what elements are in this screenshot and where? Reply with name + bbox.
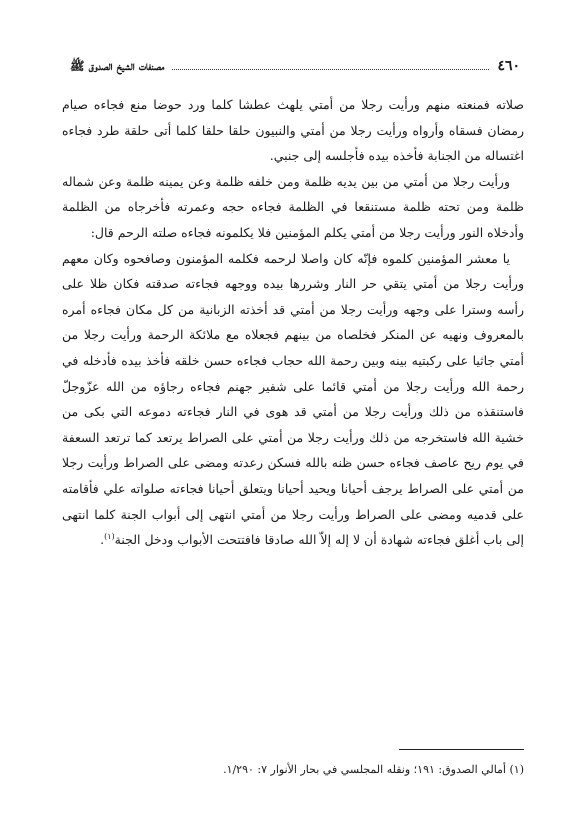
page-number: ٤٦٠ (497, 58, 520, 74)
paragraph-2: ورأيت رجلا من أمتي من بين يديه ظلمة ومن خلفه ظلمة وعن يمينه ظلمة وعن شماله ظلمة ومن تحته ظلمة مستنقعا في الظلمة فجاءه حجه وعمرته فأخرجاه من الظلمة وأدخلاه النور ورأيت رجلا من أمتي يكلم المؤمنين فلا يكلمونه فجاءه صلته الرحم قال: (62, 173, 524, 240)
footnote-reference[interactable]: (١) (104, 531, 115, 541)
page-header (70, 58, 520, 82)
running-title: مصنفات الشيخ الصدوق ﷺ (70, 59, 165, 73)
footnote-divider (399, 749, 524, 750)
paragraph-3: يا معشر المؤمنين كلموه فإنّه كان واصلا لرحمه فكلمه المؤمنون وصافحوه وكان معهم ورأيت رجلا من أمتي يتقي حر النار وشررها بيده ووجهه فجاءته صدقته فكان ظلا على رأسه وسترا على وجهه ورأيت رجلا من أمتي قد أخذته الزبانية من كل مكان فجاءه أمره بالمعروف ونهيه عن المنكر فخلصاه من بينهم فجعلاه مع ملائكة الرحمة ورأيت رجلا من أمتي جاثيا على ركبتيه بينه وبين رحمة الله حجاب فجاءه حسن خلقه فأخذ بيده فأدخله في رحمة الله ورأيت رجلا من أمتي قائما على شفير جهنم فجاءه رجاؤه من الله عزّوجلّ فاستنقذه من ذلك ورأيت رجلا من أمتي قد هوى في النار فجاءته دموعه التي بكى من خشية الله فاستخرجه من ذلك ورأيت رجلا من أمتي على الصراط يرتعد كما ترتعد السعفة في يوم ريح عاصف فجاءه حسن ظنه بالله فسكن رعدته ومضى على الصراط ورأيت رجلا من أمتي على الصراط يرجف أحيانا ويحيد أحيانا ويتعلق أحيانا فجاءته صلواته علي فأقامته على قدميه ومضى على الصراط ورأيت رجلا من أمتي انتهى إلى أبواب الجنة كلما انتهى إلى باب أغلق فجاءته شهادة أن لا إله إلاّ الله صادقا فافتتحت الأبواب ودخل الجنة$^{(١)}$. (62, 250, 524, 548)
paragraph-3-text: يا معشر المؤمنين كلموه فإنّه كان واصلا لرحمه فكلمه المؤمنون وصافحوه وكان معهم ورأيت رجلا من أمتي يتقي حر النار وشررها بيده ووجهه فجاءته صدقته فكان ظلا على رأسه وسترا على وجهه ورأيت رجلا من أمتي قد أخذته الزبانية من كل مكان فجاءه أمره بالمعروف ونهيه عن المنكر فخلصاه من بينهم فجعلاه مع ملائكة الرحمة ورأيت رجلا من أمتي جاثيا على ركبتيه بينه وبين رحمة الله حجاب فجاءه حسن خلقه فأخذ بيده فأدخله في رحمة الله ورأيت رجلا من أمتي قائما على شفير جهنم فجاءه رجاؤه من الله عزّوجلّ فاستنقذه من ذلك ورأيت رجلا من أمتي قد هوى في النار فجاءته دموعه التي بكى من خشية الله فاستخرجه من ذلك ورأيت رجلا من أمتي على الصراط يرتعد كما ترتعد السعفة في يوم ريح عاصف فجاءه حسن ظنه بالله فسكن رعدته ومضى على الصراط ورأيت رجلا من أمتي على الصراط يرجف أحيانا ويحيد أحيانا ويتعلق أحيانا فجاءته صلواته علي فأقامته على قدميه ومضى على الصراط ورأيت رجلا من أمتي انتهى إلى أبواب الجنة كلما انتهى إلى باب أغلق فجاءته شهادة أن لا إله إلاّ الله صادقا فافتتحت الأبواب ودخل الجنة (62, 250, 524, 548)
paragraph-1: صلاته فمنعته منهم ورأيت رجلا من أمتي يلهث عطشا كلما ورد حوضا منع فجاءه صيام رمضان فسقاه وأرواه ورأيت رجلا من أمتي والنبيون حلقا حلقا كلما أتى حلقة طرد فجاءه اغتساله من الجنابة فأخذه بيده فأجلسه إلى جنبي. (62, 97, 524, 164)
header-dot-leader (172, 61, 489, 70)
footnote-text: (١) أمالي الصدوق: ١٩١؛ ونقله المجلسي في بحار الأنوار ٧: ١/٢٩٠. (223, 763, 524, 776)
footnote (62, 762, 524, 778)
main-text (62, 92, 524, 553)
